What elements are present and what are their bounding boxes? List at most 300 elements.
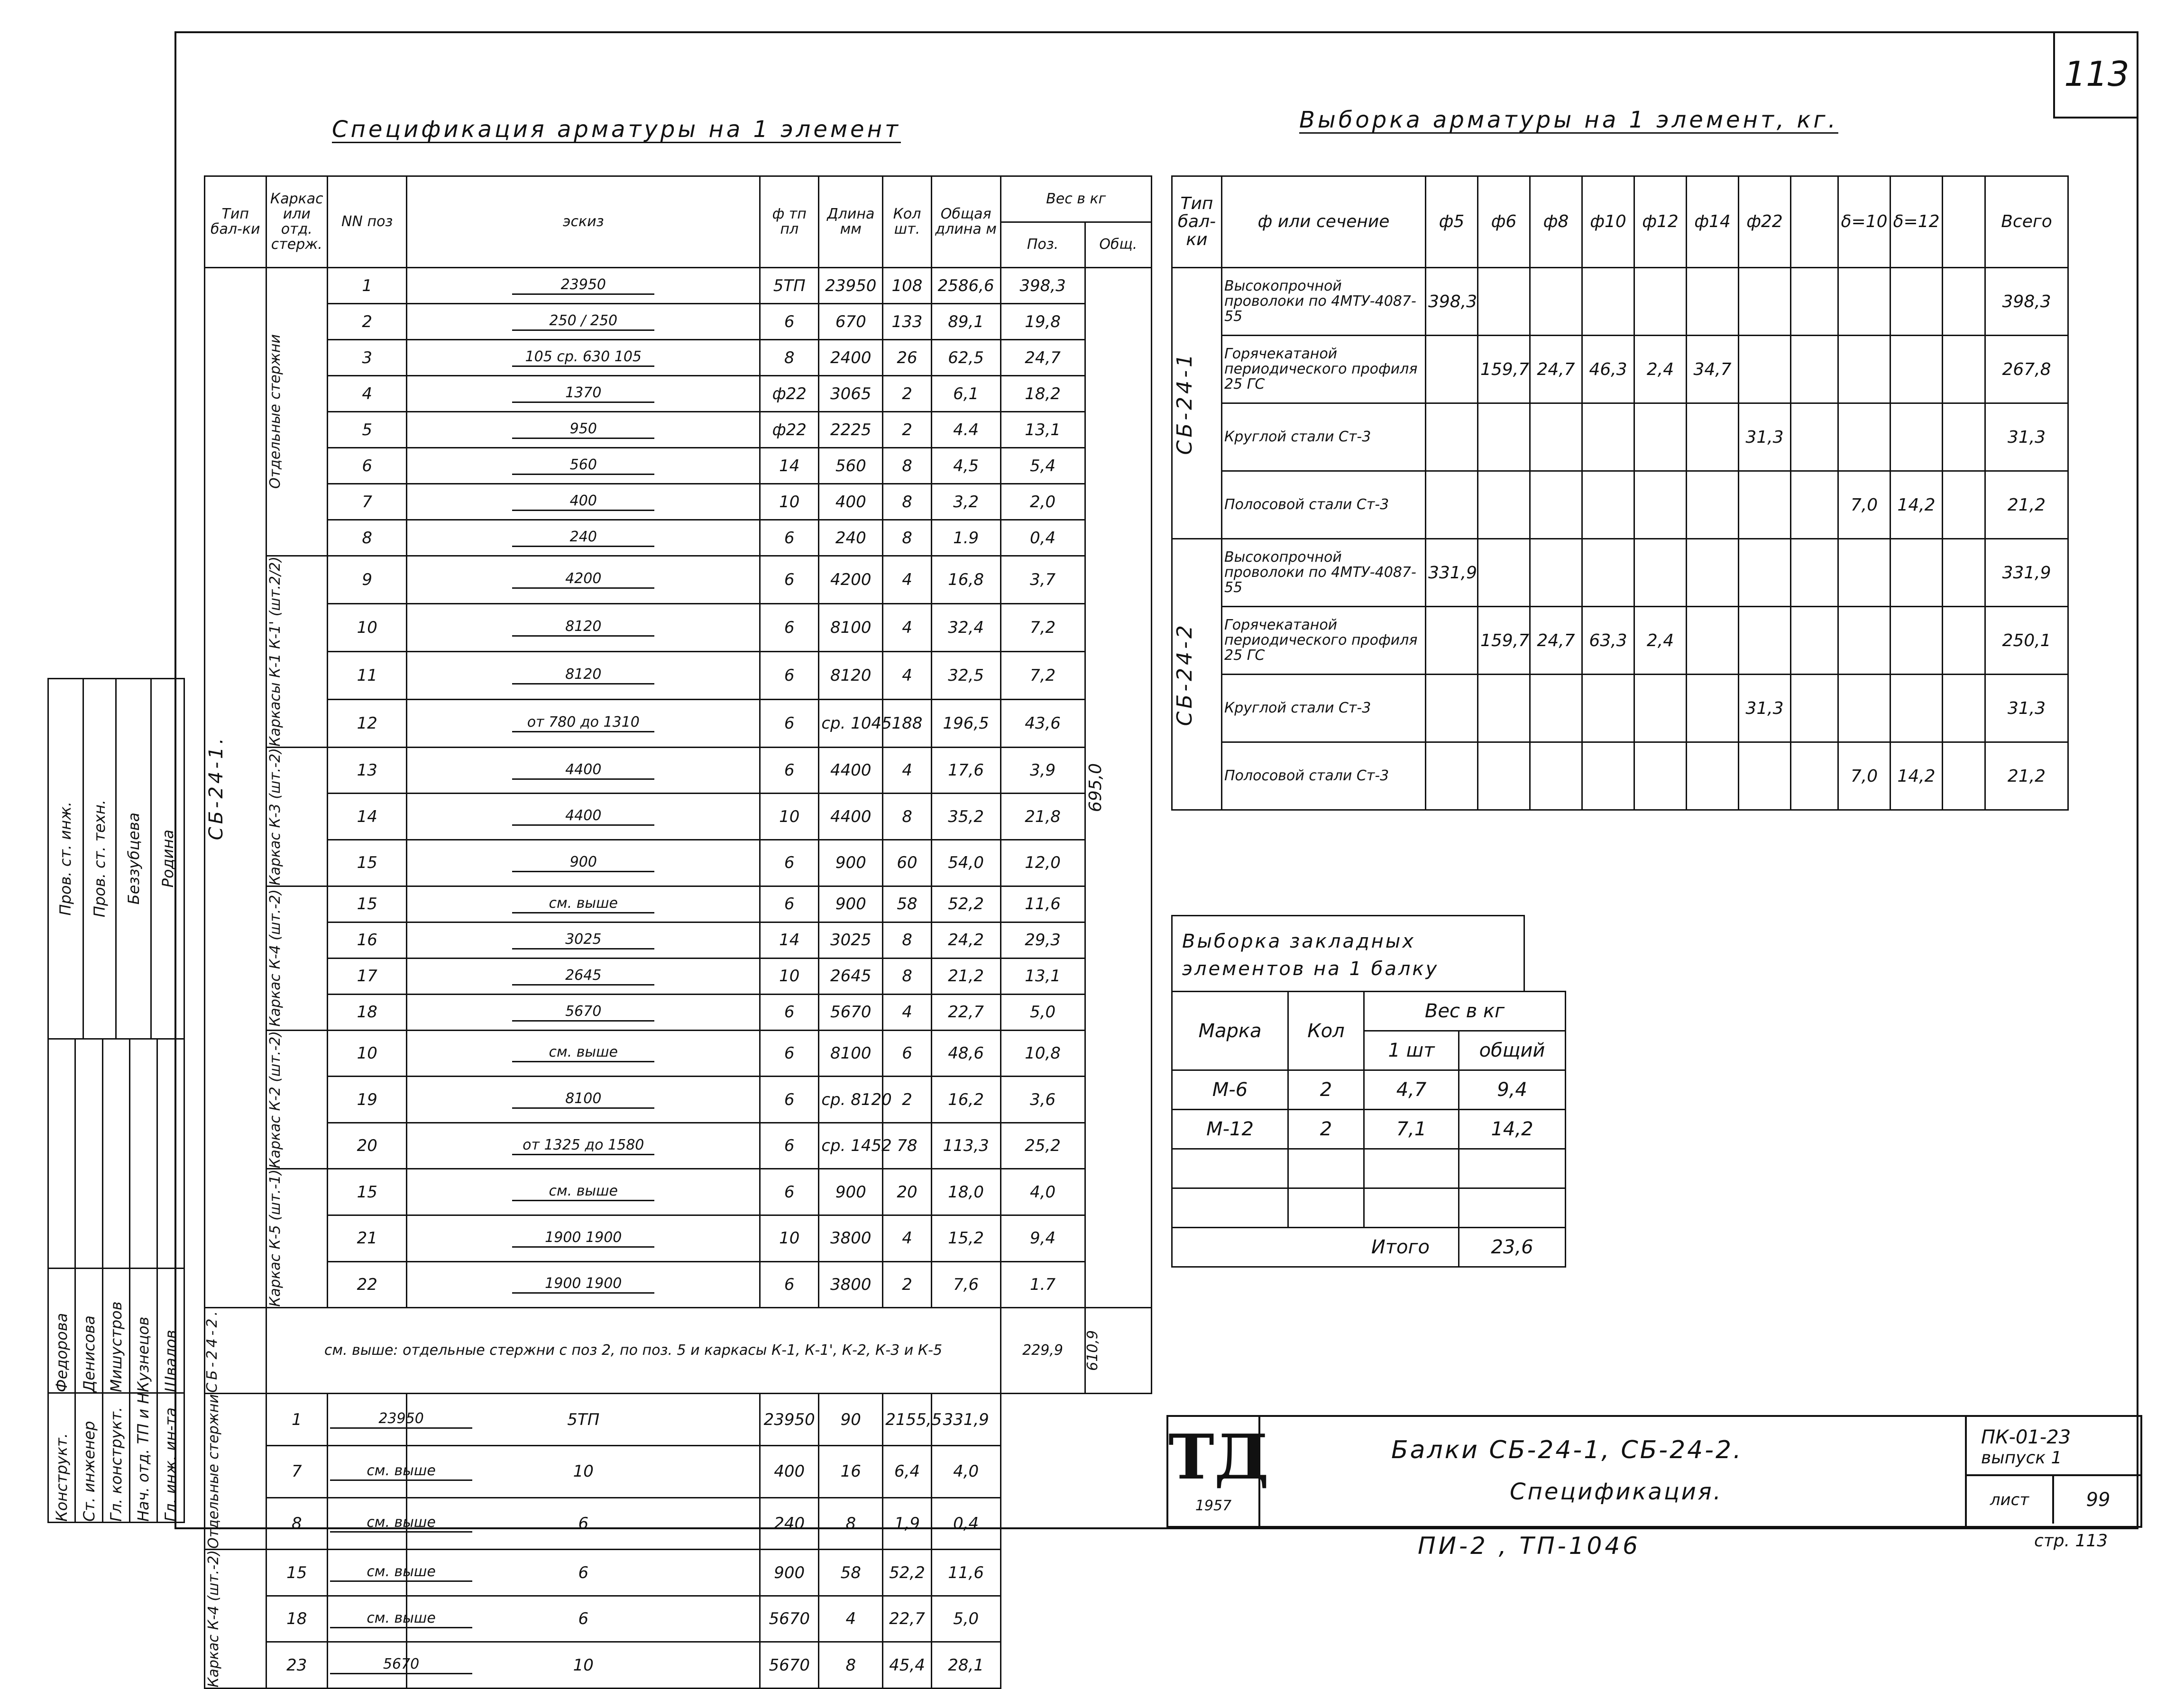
spec-pos: 5 [362,420,373,439]
spec-sketch-cell [407,1169,760,1215]
spec-sketch-cell [407,1261,760,1308]
spec-sketch: 950 [512,420,654,439]
spec-sketch: 1900 1900 [512,1275,654,1294]
spec-sketch: см. выше [330,1514,472,1533]
selection-value [1478,742,1530,810]
spec-qty-cell [883,603,932,651]
spec-length-cell [819,699,892,747]
spec-total-length-cell [931,603,1000,651]
selection-value: 7,0 [1838,742,1890,810]
spec-sketch: 8100 [512,1090,654,1109]
spec-total-length: 6,1 [953,384,979,403]
spec-length: 23950 [763,1410,815,1429]
spec-qty: 58 [840,1563,861,1582]
spec-weight: 10,8 [1025,1043,1061,1063]
spec-diameter-cell [760,1261,819,1308]
selection-value [1890,539,1943,607]
stamp-role: Гл. конструкт. [107,1406,126,1522]
spec-qty: 20 [897,1182,918,1202]
spec-weight: 2,0 [1030,492,1056,511]
selection-value [1478,539,1530,607]
spec-weight-cell [1000,1077,1085,1123]
stamp-name: Кузнецов [134,1316,153,1392]
spec-diameter: 14 [779,931,800,950]
spec-diameter: 6 [784,1275,795,1294]
spec-weight-cell [1000,886,1085,922]
selection-value [1943,403,1985,471]
stamp-column [49,1040,76,1522]
spec-qty: 78 [897,1136,918,1156]
spec-sketch: см. выше [330,1563,472,1582]
frame-right-line [2137,31,2138,1529]
spec-sketch-cell [328,1497,436,1550]
spec-pos: 11 [357,666,377,685]
spec-row [205,1215,1152,1262]
stamp-check-name: Родина [158,830,177,888]
beam1-total-cell [1085,268,1151,1308]
embedded-mark: М-12 [1172,1110,1288,1149]
frame-group-cell [205,1550,266,1689]
spec-row [205,699,1152,747]
selection-value [1530,742,1582,810]
spec-weight-cell [931,1445,1000,1497]
spec-weight-cell [931,1642,1000,1689]
spec-qty: 8 [902,456,912,475]
spec-total-length: 15,2 [948,1229,984,1248]
spec-qty: 90 [840,1410,861,1429]
selection-value [1838,607,1890,675]
spec-weight-cell [1000,1123,1085,1169]
frame-group-cell [205,1394,266,1550]
spec-total-length-cell [931,1077,1000,1123]
spec-sketch-cell [407,376,760,412]
beam2-label: СБ-24-2. [204,1308,220,1393]
spec-length: 8100 [830,1043,872,1063]
selection-value [1478,471,1530,539]
selection-value [1687,742,1739,810]
spec-pos-cell [328,556,407,604]
spec-diameter: 6 [784,312,795,331]
title-logo-cell [1168,1417,1269,1526]
embedded-total-label: Итого [1172,1228,1459,1267]
spec-row [205,1169,1152,1215]
selection-value: 159,7 [1478,336,1530,403]
spec-total-length: 1.9 [953,528,979,548]
selection-value [1943,742,1985,810]
spec-pos: 13 [357,761,377,780]
spec-qty-cell [883,922,932,958]
spec-total-length: 7,6 [953,1275,979,1294]
spec-length-cell [819,958,883,994]
selection-row [1172,403,2068,471]
spec-header-type: Тип бал-ки [205,176,266,268]
spec-length: 5670 [769,1655,810,1675]
selection-value: 331,9 [1426,539,1478,607]
stamp-check-cell [116,679,151,1039]
spec-qty-cell [883,958,932,994]
spec-length-cell [760,1642,819,1689]
spec-weight-cell [1000,1261,1085,1308]
spec-diameter-cell [760,840,819,886]
spec-weight: 18,2 [1025,384,1061,403]
stamp-roles [49,1040,184,1522]
selection-value [1890,675,1943,742]
spec-weight: 0,4 [953,1514,979,1533]
stamp-signature-cell [49,1040,74,1269]
spec-sketch: 400 [512,493,654,511]
spec-qty: 8 [845,1655,856,1675]
selection-value [1943,471,1985,539]
spec-diameter: 6 [784,761,795,780]
spec-pos-cell [328,1123,407,1169]
spec-pos-cell [328,994,407,1030]
selection-value [1791,607,1838,675]
spec-pos-cell [328,1261,407,1308]
spec-heading: Спецификация арматуры на 1 элемент [332,116,901,143]
spec-diameter-cell [760,448,819,484]
spec-weight: 3,7 [1030,570,1056,589]
spec-diameter-cell [760,747,819,794]
spec-qty: 8 [902,967,912,986]
selection-value [1634,675,1687,742]
selection-value [1582,539,1634,607]
selection-value: 46,3 [1582,336,1634,403]
spec-pos-cell [266,1445,328,1497]
spec-length: 3800 [830,1275,872,1294]
spec-total-length: 35,2 [948,807,984,826]
selection-value [1478,675,1530,742]
selection-value: 159,7 [1478,607,1530,675]
spec-row [205,376,1152,412]
spec-pos-cell [266,1596,328,1642]
spec-qty: 133 [891,312,923,331]
spec-length-cell [819,268,883,304]
frame-group-cell [266,886,328,1030]
selection-value: 21,2 [1985,742,2068,810]
embedded-table [1171,991,1566,1268]
selection-value [1582,471,1634,539]
spec-total-length-cell [931,376,1000,412]
spec-pos: 3 [362,348,373,367]
selection-value [1426,607,1478,675]
selection-section: Горячекатаной периодического профиля 25 ГС [1222,607,1426,675]
spec-qty-cell [883,340,932,376]
selection-beam-cell [1172,268,1222,539]
stamp-name: Денисова [80,1315,98,1392]
spec-weight-cell [1000,958,1085,994]
stamp-role: Ст. инженер [80,1421,98,1522]
spec-sketch-cell [328,1596,436,1642]
frame-group-cell [266,268,328,556]
embedded-heading: Выборка закладных элементов на 1 балку [1182,931,1439,980]
spec-qty: 16 [840,1462,861,1481]
spec-pos-cell [328,1030,407,1077]
spec-pos-cell [266,1550,328,1596]
embedded-qty: 2 [1288,1070,1364,1110]
bottom-codes: ПИ-2 , ТП-1046 [1418,1532,1641,1560]
spec-sketch: 8120 [512,618,654,637]
embedded-qty: 2 [1288,1110,1364,1149]
spec-total-length: 4.4 [953,420,979,439]
spec-qty: 60 [897,853,918,873]
stamp-name-cell [76,1269,101,1394]
spec-diameter: ф22 [772,420,807,439]
spec-pos-cell [328,886,407,922]
beam2-total: 610,9 [1084,1330,1101,1371]
stamp-check-name: Беззубцева [124,813,143,905]
spec-sketch: 8120 [512,666,654,685]
spec-qty-cell [819,1550,883,1596]
stamp-role-cell [158,1394,184,1522]
selection-value [1739,607,1791,675]
spec-length: 2645 [830,967,872,986]
spec-pos-cell [328,268,407,304]
spec-length-cell [760,1445,819,1497]
selection-value [1739,539,1791,607]
title-line2: Спецификация. [1510,1479,1723,1505]
selection-value [1582,742,1634,810]
spec-sketch-cell [407,412,760,448]
spec-total-length-cell [931,1169,1000,1215]
selection-section: Полосовой стали Ст-3 [1222,471,1426,539]
selection-value: 31,3 [1739,675,1791,742]
selection-header-col: δ=10 [1838,176,1890,268]
spec-weight: 4,0 [953,1462,979,1481]
title-logo: ТД [1168,1421,1269,1493]
spec-sketch: см. выше [330,1610,472,1628]
spec-diameter: 6 [578,1609,589,1629]
spec-weight-cell [1000,699,1085,747]
selection-value [1791,268,1838,336]
spec-pos-cell [328,412,407,448]
spec-total-length: 52,2 [948,895,984,914]
spec-qty: 188 [891,713,923,733]
spec-sketch-cell [407,1077,760,1123]
spec-diameter: 10 [573,1655,594,1675]
selection-header-col [1943,176,1985,268]
spec-pos: 15 [357,1182,377,1202]
selection-value [1943,607,1985,675]
spec-weight: 29,3 [1025,931,1061,950]
spec-reference-weight: 229,9 [1000,1308,1085,1394]
spec-qty: 2 [902,1090,912,1109]
spec-row [205,747,1152,794]
spec-length: 900 [835,1182,866,1202]
spec-diameter: 6 [784,853,795,873]
spec-row [205,1123,1152,1169]
spec-sketch-cell [407,840,760,886]
spec-pos: 6 [362,456,373,475]
spec-length-cell [760,1550,819,1596]
spec-qty: 2 [902,420,912,439]
approval-stamp [47,678,185,1522]
sheet-number-box [2053,31,2138,119]
selection-value [1530,675,1582,742]
spec-diameter: 6 [784,1043,795,1063]
selection-header-col [1791,176,1838,268]
selection-beam-cell [1172,539,1222,810]
spec-length: 4200 [830,570,872,589]
spec-weight-cell [1000,651,1085,699]
spec-total-length-cell [883,1394,942,1446]
spec-header-weight: Вес в кг [1000,176,1152,222]
title-line1: Балки СБ-24-1, СБ-24-2. [1391,1436,1743,1464]
spec-sketch: 1900 1900 [512,1229,654,1248]
spec-qty-cell [883,412,932,448]
spec-header-dia: ф тп пл [760,176,819,268]
selection-value [1426,471,1478,539]
spec-pos: 16 [357,931,377,950]
frame-group-label: Каркас К-4 (шт.-2) [205,1550,222,1688]
spec-row [205,958,1152,994]
selection-value: 24,7 [1530,336,1582,403]
embedded-header-total: общий [1459,1031,1566,1070]
spec-row [205,840,1152,886]
selection-value [1739,336,1791,403]
spec-sketch-cell [328,1550,436,1596]
spec-header-frame: Каркас или отд. стерж. [266,176,328,268]
spec-pos-cell [328,376,407,412]
title-sheet-row [1967,1476,2142,1524]
embedded-header-one: 1 шт [1364,1031,1459,1070]
selection-value [1478,403,1530,471]
spec-qty: 58 [897,895,918,914]
spec-weight: 398,3 [1019,276,1066,295]
spec-weight-cell [1000,340,1085,376]
spec-diameter: 10 [779,967,800,986]
title-code: ПК-01-23 [1981,1426,2071,1448]
spec-length: 900 [835,853,866,873]
spec-pos: 12 [357,713,377,733]
spec-total-length: 24,2 [948,931,984,950]
spec-diameter: 5ТП [567,1410,600,1429]
spec-qty: 4 [902,1229,912,1248]
spec-diameter-cell [760,412,819,448]
spec-length-cell [760,1394,819,1446]
spec-total-length: 32,4 [948,618,984,637]
selection-value [1838,403,1890,471]
spec-length: 2225 [830,420,872,439]
stamp-column [158,1040,184,1522]
spec-weight-cell [1000,412,1085,448]
spec-weight-cell [931,1550,1000,1596]
spec-total-length-cell [931,958,1000,994]
spec-total-length-cell [931,412,1000,448]
spec-diameter: 6 [784,618,795,637]
spec-total-length-cell [931,556,1000,604]
spec-qty-cell [883,840,932,886]
selection-row [1172,742,2068,810]
spec-total-length: 45,4 [889,1655,925,1675]
stamp-role: Конструкт. [53,1433,71,1522]
frame-group-cell [266,747,328,886]
spec-total-length: 4,5 [953,456,979,475]
spec-length-cell [819,412,883,448]
spec-total-length: 62,5 [948,348,984,367]
beam1-label: СБ-24-1. [205,735,227,840]
selection-value [1838,675,1890,742]
frame-group-label: Каркас К-4 (шт.-2) [266,889,284,1027]
stamp-role-cell [76,1394,101,1522]
spec-qty-cell [883,1169,932,1215]
spec-pos: 19 [357,1090,377,1109]
selection-value [1687,268,1739,336]
spec-row [205,651,1152,699]
spec-row [205,1445,1152,1497]
spec-pos: 9 [362,570,373,589]
spec-total-length-cell [931,922,1000,958]
embedded-header-row [1172,992,1566,1031]
stamp-check-role: Пров. ст. техн. [91,800,109,918]
spec-pos: 10 [357,1043,377,1063]
selection-value [1634,539,1687,607]
spec-row [205,1550,1152,1596]
selection-value [1838,268,1890,336]
spec-diameter: ф22 [772,384,807,403]
spec-weight-cell [1000,448,1085,484]
spec-header-length: Длина мм [819,176,883,268]
embedded-empty-row [1172,1188,1566,1228]
spec-total-length-cell [931,304,1000,340]
selection-value [1943,539,1985,607]
spec-total-length: 6,4 [894,1462,920,1481]
spec-pos-cell [328,1215,407,1262]
spec-qty-cell [819,1596,883,1642]
selection-section: Круглой стали Ст-3 [1222,675,1426,742]
spec-qty: 4 [902,761,912,780]
spec-weight: 11,6 [948,1563,984,1582]
spec-weight-cell [1000,922,1085,958]
stamp-roles-row [48,1039,184,1523]
spec-row [205,1030,1152,1077]
spec-qty-cell [819,1642,883,1689]
spec-total-length-cell [883,1642,932,1689]
spec-length: 2400 [830,348,872,367]
spec-total-length-cell [883,1550,932,1596]
spec-diameter: 6 [784,528,795,548]
spec-weight-cell [1000,1169,1085,1215]
spec-row [205,1497,1152,1550]
spec-length: 240 [774,1514,805,1533]
spec-row [205,1077,1152,1123]
spec-total-length-cell [931,994,1000,1030]
selection-value [1634,268,1687,336]
spec-diameter-cell [760,603,819,651]
spec-weight-cell [1000,603,1085,651]
sheet-number: 113 [2064,54,2129,94]
spec-qty: 26 [897,348,918,367]
spec-pos: 7 [362,492,373,511]
spec-pos: 17 [357,967,377,986]
spec-weight-cell [1000,304,1085,340]
selection-value [1739,471,1791,539]
spec-sketch-cell [407,520,760,556]
selection-value [1634,742,1687,810]
spec-qty: 4 [902,618,912,637]
spec-row [205,520,1152,556]
selection-value [1739,742,1791,810]
spec-pos-cell [328,922,407,958]
spec-length: 670 [835,312,866,331]
spec-sketch-cell [407,747,760,794]
spec-weight: 13,1 [1025,967,1061,986]
spec-weight-cell [931,1596,1000,1642]
spec-pos: 1 [291,1410,302,1429]
spec-diameter-cell [760,340,819,376]
stamp-column [130,1040,157,1522]
selection-header-col: ф14 [1687,176,1739,268]
spec-pos-cell [328,603,407,651]
